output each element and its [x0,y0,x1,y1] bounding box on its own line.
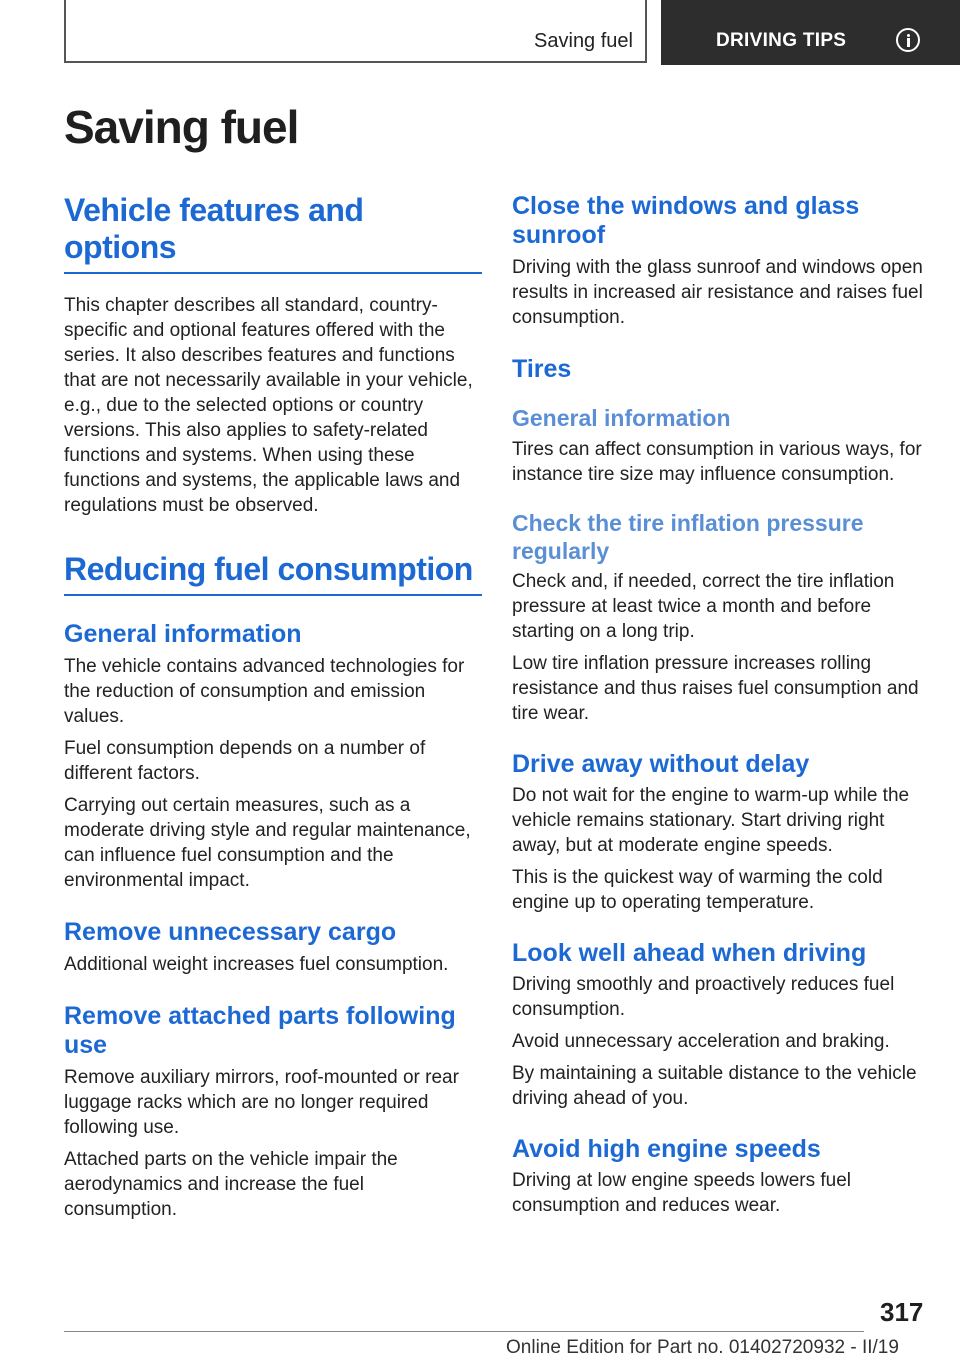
paragraph-ahead-2: Avoid unnecessary acceleration and braking. [512,1031,890,1052]
paragraph-delay-1: Do not wait for the engine to warm-up while the vehicle remains stationary. Start driving right away, but at moderate engine speeds. [512,785,910,856]
paragraph-cargo: Additional weight increases fuel consumption. [64,954,449,975]
paragraph-delay-2: This is the quickest way of warming the cold engine up to operating temperature. [512,867,883,913]
header-chapter-title: DRIVING TIPS [716,30,847,51]
paragraph-general-1: The vehicle contains advanced technologies for the reduction of consumption and emission values. [64,656,465,727]
paragraph-parts-1: Remove auxiliary mirrors, roof-mounted or rear luggage racks which are no longer required following use. [64,1067,459,1138]
paragraph-parts-2: Attached parts on the vehicle impair the aerodynamics and increase the fuel consumption. [64,1149,398,1220]
header-section-box [64,0,647,63]
heading-remove-parts: Remove attached parts following use [64,1002,456,1059]
paragraph-ahead-3: By maintaining a suitable distance to the vehicle driving ahead of you. [512,1063,917,1109]
footer-divider [64,1331,864,1332]
heading-reducing-fuel: Reducing fuel consumption [64,551,473,587]
paragraph-tires-general: Tires can affect consumption in various ways, for instance tire size may influence consumption. [512,439,922,485]
page-title: Saving fuel [64,101,299,153]
paragraph-general-3: Carrying out certain measures, such as a moderate driving style and regular maintenance, can influence fuel consumption and the environmental impact. [64,795,471,891]
heading-tires: Tires [512,355,572,383]
paragraph-general-2: Fuel consumption depends on a number of different factors. [64,738,426,784]
paragraph-pressure-1: Check and, if needed, correct the tire inflation pressure at least twice a month and before starting on a long trip. [512,571,895,642]
header-chapter-box [661,0,960,65]
paragraph-speeds: Driving at low engine speeds lowers fuel consumption and reduces wear. [512,1170,852,1216]
info-icon[interactable] [896,28,920,52]
page-number: 317 [880,1297,924,1327]
heading-check-pressure: Check the tire inflation pressure regularly [512,510,864,564]
header-section-title: Saving fuel [534,30,633,52]
right-column [512,192,932,1218]
heading-vehicle-features: Vehicle features and options [64,192,364,265]
heading-drive-away: Drive away without delay [512,750,810,778]
heading-avoid-high-speeds: Avoid high engine speeds [512,1135,821,1163]
paragraph-windows: Driving with the glass sunroof and windows open results in increased air resistance and raises fuel consumption. [512,257,923,328]
heading-remove-cargo: Remove unnecessary cargo [64,918,397,946]
paragraph-features: This chapter describes all standard, country-specific and optional features offered with the series. It also describes features and functions that are not necessarily available in your vehicle, e.g., due to the selected options or country versions. This also applies to safety-related functions and systems. When using these functions and systems, the applicable laws and regulations must be observed. [64,295,473,516]
footer-edition: Online Edition for Part no. 01402720932 - II/19 [506,1337,899,1358]
paragraph-pressure-2: Low tire inflation pressure increases rolling resistance and thus raises fuel consumption and tire wear. [512,653,919,724]
heading-look-ahead: Look well ahead when driving [512,939,867,967]
heading-tires-general: General information [512,405,731,431]
heading-close-windows: Close the windows and glass sunroof [512,192,860,249]
paragraph-ahead-1: Driving smoothly and proactively reduces fuel consumption. [512,974,895,1020]
left-column [64,192,482,1222]
heading-general-information: General information [64,620,302,648]
